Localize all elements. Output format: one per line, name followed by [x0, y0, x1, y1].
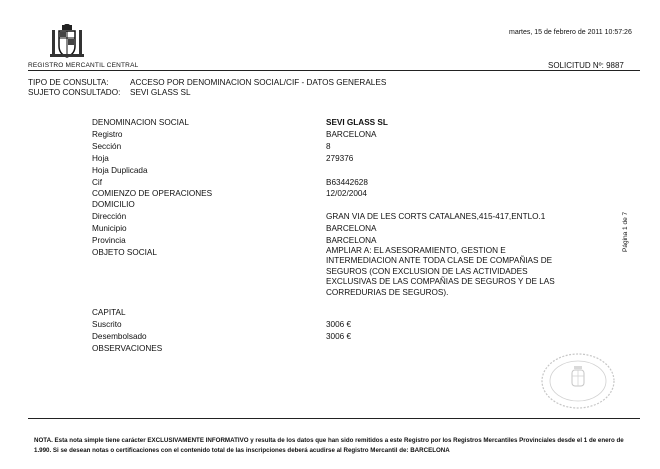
suscrito-label: Suscrito	[92, 320, 122, 329]
sujeto-consultado-value: SEVI GLASS SL	[130, 88, 191, 97]
field-label-direccion: Dirección	[92, 212, 127, 221]
tipo-consulta-label: TIPO DE CONSULTA:	[28, 78, 109, 87]
field-value-cif: B63442628	[326, 178, 368, 187]
registry-seal-icon	[540, 352, 616, 410]
capital-title: CAPITAL	[92, 308, 126, 317]
field-label-hoja: Hoja	[92, 154, 109, 163]
solicitud-number	[548, 61, 624, 70]
field-label-cif: Cif	[92, 178, 103, 187]
desembolsado-label: Desembolsado	[92, 332, 147, 341]
observaciones-label: OBSERVACIONES	[92, 344, 163, 353]
footer-note: NOTA. Esta nota simple tiene carácter EXCLUSIVAMENTE INFORMATIVO y resulta de los datos que han sido remitidos a este Registro por los Registros Mercantiles Provinciales desde el 1 de enero de 1.990. Si se desean notas o certificaciones con el contenido total de las inscripciones deberá acudirse al Registro Mercantil de: BARCELONA	[34, 437, 624, 454]
field-label-comienzo: COMIENZO DE OPERACIONES	[92, 189, 213, 198]
field-label-provincia: Provincia	[92, 236, 126, 245]
header-divider	[28, 70, 640, 71]
field-label-objeto-social: OBJETO SOCIAL	[92, 248, 157, 257]
suscrito-value: 3006 €	[326, 320, 352, 329]
field-value-registro: BARCELONA	[326, 130, 377, 139]
field-label-denominacion: DENOMINACION SOCIAL	[92, 118, 189, 127]
field-value-comienzo: 12/02/2004	[326, 189, 367, 198]
tipo-consulta-value: ACCESO POR DENOMINACION SOCIAL/CIF - DATOS GENERALES	[130, 78, 387, 87]
field-value-hoja: 279376	[326, 154, 354, 163]
field-label-municipio: Municipio	[92, 224, 127, 233]
field-label-registro: Registro	[92, 130, 123, 139]
field-value-direccion: GRAN VIA DE LES CORTS CATALANES,415-417,ENTLO.1	[326, 212, 546, 221]
page-indicator: Página 1 de 7	[622, 211, 629, 252]
field-label-domicilio: DOMICILIO	[92, 200, 135, 209]
brand-label: REGISTRO MERCANTIL CENTRAL	[28, 62, 139, 69]
footer-divider	[28, 418, 640, 419]
field-value-seccion: 8	[326, 142, 331, 151]
solicitud-label: SOLICITUD Nº:	[548, 61, 604, 70]
document-datetime: martes, 15 de febrero de 2011 10:57:26	[509, 29, 632, 36]
solicitud-value: 9887	[606, 61, 624, 70]
field-label-hoja-duplicada: Hoja Duplicada	[92, 166, 148, 175]
field-value-denominacion: SEVI GLASS SL	[326, 118, 388, 127]
coat-of-arms-icon	[50, 24, 84, 60]
desembolsado-value: 3006 €	[326, 332, 352, 341]
field-value-municipio: BARCELONA	[326, 224, 377, 233]
objeto-social-text: AMPLIAR A: EL ASESORAMIENTO, GESTION E INTERMEDIACION ANTE TODA CLASE DE COMPAÑIAS DE SEGUROS (CON EXCLUSION DE LAS ACTIVIDADES EXCLUSIVAS DE LAS COMPAÑIAS DE SEGUROS Y DE LAS CORREDURIAS DE SEGUROS).	[326, 246, 555, 297]
sujeto-consultado-label: SUJETO CONSULTADO:	[28, 88, 121, 97]
field-value-provincia: BARCELONA	[326, 236, 377, 245]
field-label-seccion: Sección	[92, 142, 122, 151]
